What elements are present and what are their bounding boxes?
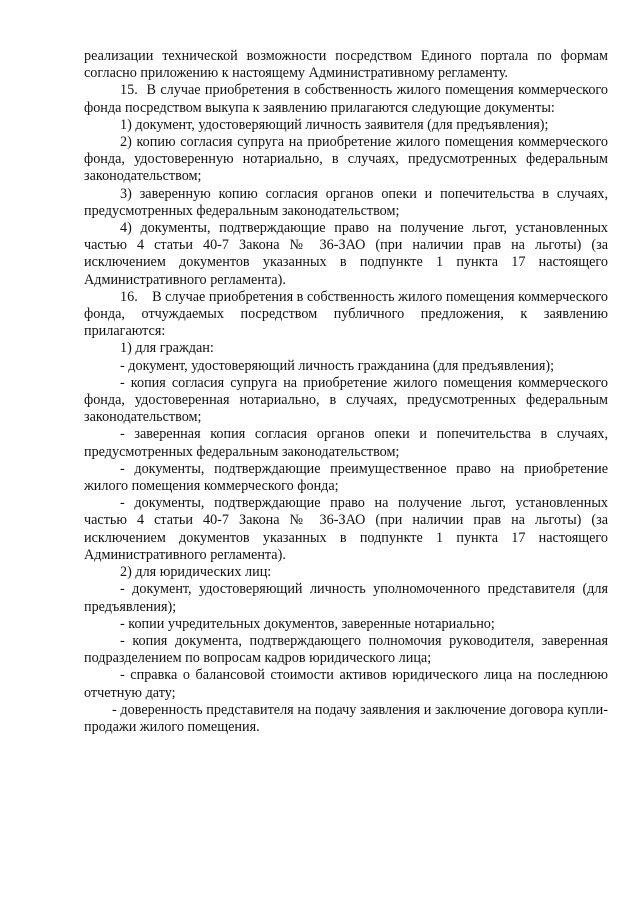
subheading-citizens: 1) для граждан: — [120, 340, 214, 357]
list-item: - документ, удостоверяющий личность уполномоченного представителя (для предъявления); — [84, 581, 608, 615]
list-item: - документ, удостоверяющий личность гражданина (для предъявления); — [120, 357, 555, 374]
list-item: 3) заверенную копию согласия органов опеки и попечительства в случаях, предусмотренных федеральным законодательством; — [84, 185, 608, 219]
list-item: - документы, подтверждающие право на получение льгот, установленных частью 4 статьи 40-7 Закона № 36-ЗАО (при наличии прав на льготы) (за исключением документов указанных в подпункте 1 пункта 17 настоящего Административного регламента). — [84, 495, 608, 563]
list-item: 1) документ, удостоверяющий личность заявителя (для предъявления); — [120, 116, 549, 133]
paragraph: реализации технической возможности посредством Единого портала по формам согласно приложению к настоящему Административному регламенту. — [84, 48, 608, 82]
paragraph-clause-16: 16. В случае приобретения в собственность жилого помещения коммерческого фонда, отчуждаемых посредством публичного предложения, к заявлению прилагаются: — [84, 288, 608, 340]
list-item: 2) копию согласия супруга на приобретение жилого помещения коммерческого фонда, удостоверенную нотариально, в случаях, предусмотренных федеральным законодательством; — [84, 134, 608, 185]
list-item: - копии учредительных документов, заверенные нотариально; — [120, 615, 495, 632]
list-item: - копия документа, подтверждающего полномочия руководителя, заверенная подразделением по вопросам кадров юридического лица; — [84, 632, 608, 667]
paragraph-clause-15: 15. В случае приобретения в собственность жилого помещения коммерческого фонда посредством выкупа к заявлению прилагаются следующие документы: — [84, 82, 608, 116]
list-item: - документы, подтверждающие преимущественное право на приобретение жилого помещения коммерческого фонда; — [84, 460, 608, 495]
list-item: - справка о балансовой стоимости активов юридического лица на последнюю отчетную дату; — [84, 667, 608, 701]
list-item: - копия согласия супруга на приобретение жилого помещения коммерческого фонда, удостоверенная нотариально, в случаях, предусмотренных федеральным законодательством; — [84, 374, 608, 426]
document-body — [84, 48, 608, 736]
subheading-legal-entities: 2) для юридических лиц: — [120, 564, 272, 581]
list-item: - доверенность представителя на подачу заявления и заключение договора купли-продажи жилого помещения. — [84, 701, 608, 735]
list-item: 4) документы, подтверждающие право на получение льгот, установленных частью 4 статьи 40-7 Закона № 36-ЗАО (при наличии прав на льготы) (за исключением документов указанных в подпункте 1 пункта 17 настоящего Административного регламента). — [84, 220, 608, 288]
list-item: - заверенная копия согласия органов опеки и попечительства в случаях, предусмотренных федеральным законодательством; — [84, 426, 608, 460]
